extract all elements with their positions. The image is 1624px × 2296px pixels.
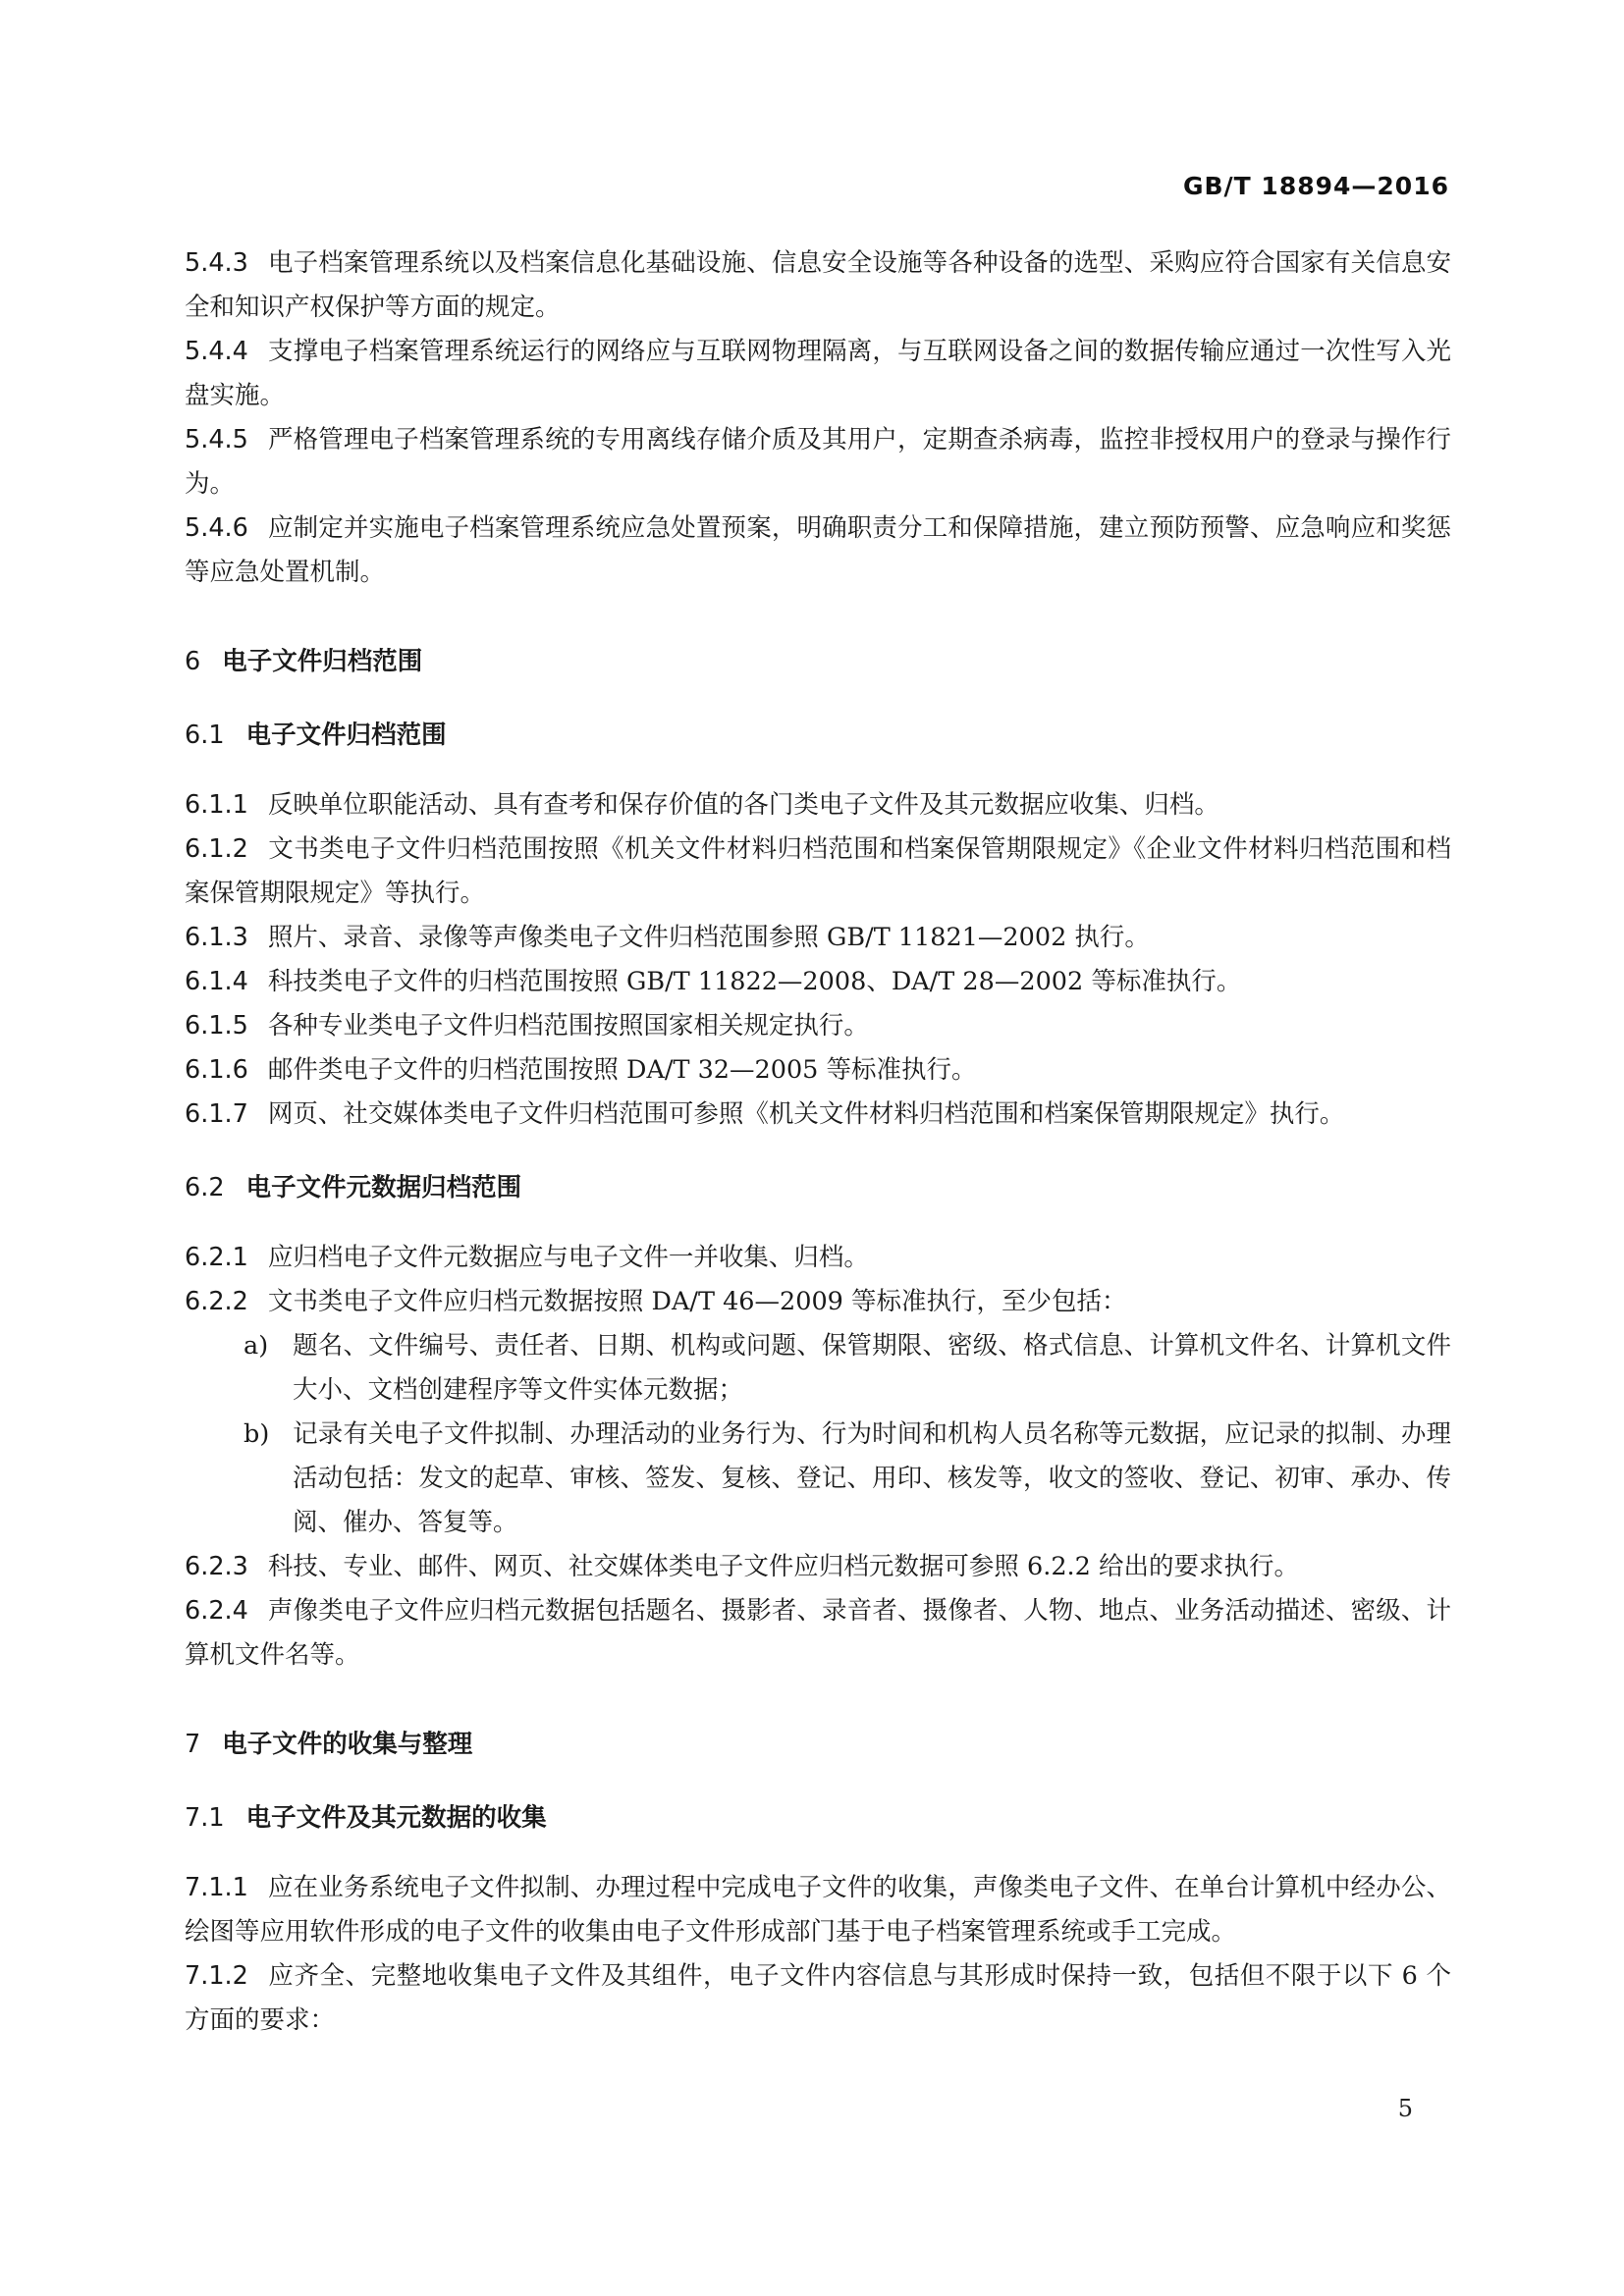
standard-code: GB/T 18894—2016: [1182, 172, 1449, 200]
clause-5-4-5: [185, 418, 1451, 507]
clause-number: 5.4.3: [185, 248, 248, 278]
list-item-text: 记录有关电子文件拟制、办理活动的业务行为、行为时间和机构人员名称等元数据，应记录的拟制、办理活动包括：发文的起草、审核、签发、复核、登记、用印、核发等，收文的签收、登记、初审、承办、传阅、催办、答复等。: [293, 1419, 1451, 1537]
clause-text: 反映单位职能活动、具有查考和保存价值的各门类电子文件及其元数据应收集、归档。: [267, 790, 1219, 820]
section-number: 7: [185, 1730, 201, 1759]
subsection-number: 7.1: [185, 1803, 225, 1833]
clause-6-2-1: [185, 1236, 1451, 1280]
section-number: 6: [185, 647, 201, 676]
clause-number: 5.4.5: [185, 425, 248, 454]
section-title: 电子文件归档范围: [222, 647, 423, 676]
clause-text: 应齐全、完整地收集电子文件及其组件，电子文件内容信息与其形成时保持一致，包括但不限于以下 6 个方面的要求：: [185, 1961, 1451, 2035]
clause-6-1-1: [185, 783, 1451, 828]
subsection-title: 电子文件及其元数据的收集: [245, 1803, 547, 1833]
clause-text: 支撑电子档案管理系统运行的网络应与互联网物理隔离，与互联网设备之间的数据传输应通过一次性写入光盘实施。: [185, 337, 1451, 410]
clause-5-4-6: [185, 507, 1451, 595]
clause-number: 7.1.1: [185, 1873, 248, 1902]
clause-number: 6.1.3: [185, 923, 248, 952]
clause-6-1-7: [185, 1093, 1451, 1137]
list-item-b: [185, 1413, 1451, 1545]
subsection-title: 电子文件元数据归档范围: [245, 1173, 522, 1202]
list-marker: a): [244, 1331, 269, 1361]
clause-number: 6.2.4: [185, 1596, 248, 1626]
clause-number: 5.4.4: [185, 337, 248, 366]
clause-text: 严格管理电子档案管理系统的专用离线存储介质及其用户，定期查杀病毒，监控非授权用户的登录与操作行为。: [185, 425, 1451, 499]
clause-text: 文书类电子文件归档范围按照《机关文件材料归档范围和档案保管期限规定》《企业文件材料归档范围和档案保管期限规定》等执行。: [185, 834, 1451, 908]
list-item-a: [185, 1324, 1451, 1413]
subsection-title: 电子文件归档范围: [245, 721, 447, 750]
clause-text: 科技类电子文件的归档范围按照 GB/T 11822—2008、DA/T 28—2002 等标准执行。: [267, 967, 1242, 996]
clause-text: 应归档电子文件元数据应与电子文件一并收集、归档。: [267, 1243, 869, 1272]
clause-number: 6.1.4: [185, 967, 248, 996]
clause-number: 6.1.1: [185, 790, 248, 820]
clause-number: 6.2.2: [185, 1287, 248, 1316]
clause-number: 6.1.7: [185, 1099, 248, 1129]
clause-text: 文书类电子文件应归档元数据按照 DA/T 46—2009 等标准执行，至少包括：: [267, 1287, 1127, 1316]
clause-text: 电子档案管理系统以及档案信息化基础设施、信息安全设施等各种设备的选型、采购应符合国家有关信息安全和知识产权保护等方面的规定。: [185, 248, 1451, 322]
clause-number: 7.1.2: [185, 1961, 248, 1991]
clause-text: 应在业务系统电子文件拟制、办理过程中完成电子文件的收集，声像类电子文件、在单台计算机中经办公、绘图等应用软件形成的电子文件的收集由电子文件形成部门基于电子档案管理系统或手工完成。: [185, 1873, 1451, 1947]
page-number: 5: [1397, 2095, 1413, 2122]
clause-text: 各种专业类电子文件归档范围按照国家相关规定执行。: [267, 1011, 869, 1041]
clause-6-1-2: [185, 828, 1451, 916]
section-title: 电子文件的收集与整理: [222, 1730, 473, 1759]
section-heading-6: [185, 640, 1451, 684]
clause-6-1-6: [185, 1048, 1451, 1093]
clause-7-1-1: [185, 1866, 1451, 1954]
subsection-heading-6-2: [185, 1166, 1451, 1210]
clause-number: 5.4.6: [185, 513, 248, 543]
clause-text: 邮件类电子文件的归档范围按照 DA/T 32—2005 等标准执行。: [267, 1055, 977, 1085]
clause-number: 6.2.1: [185, 1243, 248, 1272]
clause-5-4-3: [185, 241, 1451, 330]
clause-6-1-4: [185, 960, 1451, 1004]
clause-6-2-3: [185, 1545, 1451, 1589]
section-heading-7: [185, 1723, 1451, 1767]
clause-text: 网页、社交媒体类电子文件归档范围可参照《机关文件材料归档范围和档案保管期限规定》执行。: [267, 1099, 1345, 1129]
clause-6-2-2: [185, 1280, 1451, 1324]
clause-text: 科技、专业、邮件、网页、社交媒体类电子文件应归档元数据可参照 6.2.2 给出的要求执行。: [267, 1552, 1299, 1581]
list-marker: b): [244, 1419, 270, 1449]
clause-number: 6.2.3: [185, 1552, 248, 1581]
clause-number: 6.1.2: [185, 834, 248, 864]
clause-text: 声像类电子文件应归档元数据包括题名、摄影者、录音者、摄像者、人物、地点、业务活动描述、密级、计算机文件名等。: [185, 1596, 1451, 1670]
subsection-heading-7-1: [185, 1796, 1451, 1841]
subsection-heading-6-1: [185, 714, 1451, 758]
clause-6-1-3: [185, 916, 1451, 960]
list-item-text: 题名、文件编号、责任者、日期、机构或问题、保管期限、密级、格式信息、计算机文件名、计算机文件大小、文档创建程序等文件实体元数据；: [293, 1331, 1451, 1405]
clause-6-1-5: [185, 1004, 1451, 1048]
clause-number: 6.1.5: [185, 1011, 248, 1041]
clause-number: 6.1.6: [185, 1055, 248, 1085]
clause-5-4-4: [185, 330, 1451, 418]
subsection-number: 6.2: [185, 1173, 225, 1202]
clause-6-2-4: [185, 1589, 1451, 1678]
clause-text: 照片、录音、录像等声像类电子文件归档范围参照 GB/T 11821—2002 执行。: [267, 923, 1150, 952]
clause-text: 应制定并实施电子档案管理系统应急处置预案，明确职责分工和保障措施，建立预防预警、应急响应和奖惩等应急处置机制。: [185, 513, 1451, 587]
clause-7-1-2: [185, 1954, 1451, 2043]
subsection-number: 6.1: [185, 721, 225, 750]
document-body: [185, 241, 1451, 2043]
